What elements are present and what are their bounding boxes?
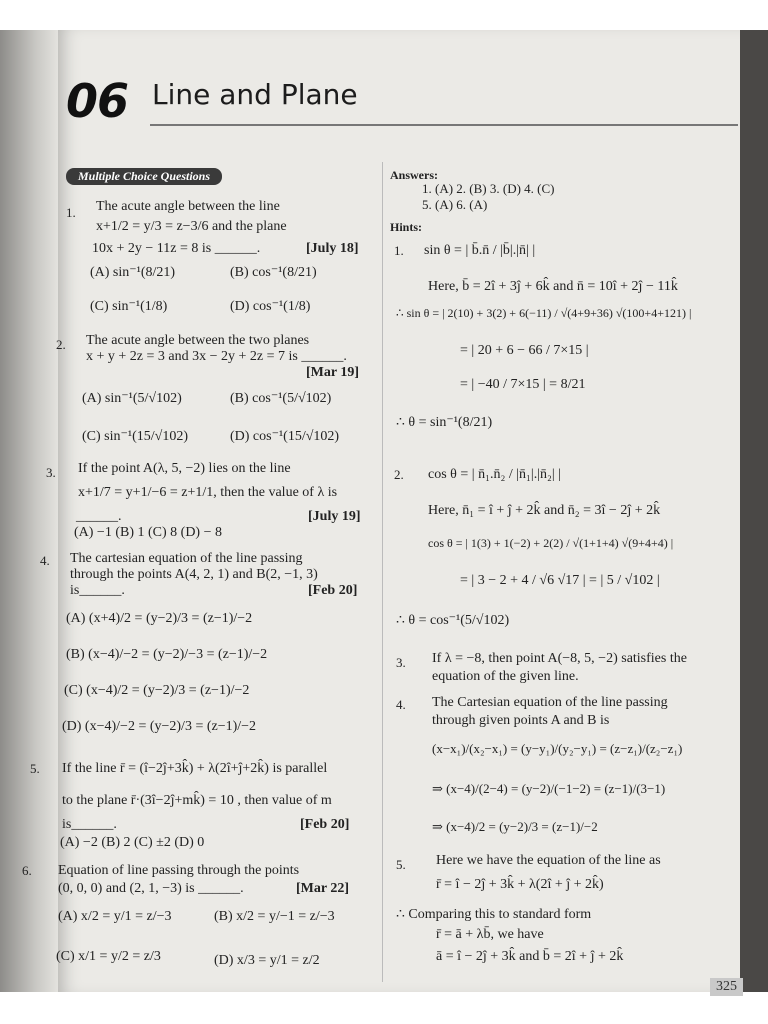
top-margin — [0, 0, 768, 30]
option: (B) cos⁻¹(5/√102) — [230, 391, 332, 406]
question-line: 10x + 2y − 11z = 8 is ______. — [92, 241, 261, 256]
option: (D) (x−4)/−2 = (y−2)/3 = (z−1)/−2 — [62, 719, 257, 734]
option: (C) x/1 = y/2 = z/3 — [56, 949, 161, 964]
hint-line: The Cartesian equation of the line passing — [432, 695, 668, 710]
hint-line: Here, n̄₁ = î + ĵ + 2k̂ and n̄₂ = 3î − 2ĵ + 2k̂ — [428, 503, 661, 518]
chapter-title: Line and Plane — [152, 78, 358, 111]
hint-line: equation of the given line. — [432, 669, 579, 684]
hint-line: = | 20 + 6 − 66 / 7×15 | — [460, 343, 589, 358]
hints-label: Hints: — [390, 220, 423, 234]
option: (D) cos⁻¹(1/8) — [230, 299, 311, 314]
answers-label: Answers: — [390, 168, 438, 182]
exam-tag: [Feb 20] — [308, 583, 358, 598]
hint-line: r̄ = ā + λb̄, we have — [436, 927, 544, 942]
hint-line: ∴ Comparing this to standard form — [396, 907, 592, 922]
chapter-number: 06 — [66, 74, 129, 128]
section-badge: Multiple Choice Questions — [66, 168, 222, 185]
question-number: 1. — [66, 205, 76, 220]
hint-line: sin θ = | b̄.n̄ / |b̄|.|n̄| | — [424, 243, 536, 258]
option: (B) (x−4)/−2 = (y−2)/−3 = (z−1)/−2 — [66, 647, 268, 662]
hint-line: ∴ θ = cos⁻¹(5/√102) — [396, 613, 510, 628]
option: (A) −1 (B) 1 (C) 8 (D) − 8 — [74, 525, 222, 540]
question-line: to the plane r̄·(3î−2ĵ+mk̂) = 10 , then value of m — [62, 793, 332, 808]
question-line: (0, 0, 0) and (2, 1, −3) is ______. — [58, 881, 244, 896]
hint-number: 5. — [396, 857, 406, 872]
question-number: 2. — [56, 337, 66, 352]
hint-line: Here, b̄ = 2î + 3ĵ + 6k̂ and n̄ = 10î + 2ĵ − 11k̂ — [428, 279, 678, 294]
question-number: 5. — [30, 761, 40, 776]
background-edge — [740, 30, 768, 1024]
question-line: The acute angle between the line — [96, 199, 280, 214]
question-line: x + y + 2z = 3 and 3x − 2y + 2z = 7 is ______. — [86, 349, 347, 364]
option: (C) (x−4)/2 = (y−2)/3 = (z−1)/−2 — [64, 683, 250, 698]
exam-tag: [Feb 20] — [300, 817, 350, 832]
option: (B) cos⁻¹(8/21) — [230, 265, 317, 280]
option: (A) sin⁻¹(8/21) — [90, 265, 176, 280]
question-line: ______. — [76, 509, 122, 524]
hint-line: ⇒ (x−4)/2 = (y−2)/3 = (z−1)/−2 — [432, 819, 598, 834]
question-line: If the line r̄ = (î−2ĵ+3k̂) + λ(2î+ĵ+2k̂) is parallel — [62, 761, 328, 776]
hint-line: If λ = −8, then point A(−8, 5, −2) satisfies the — [432, 651, 687, 666]
exam-tag: [July 18] — [306, 241, 359, 256]
exam-tag: [Mar 19] — [306, 365, 359, 380]
hint-line: cos θ = | n̄₁.n̄₂ / |n̄₁|.|n̄₂| | — [428, 467, 561, 482]
question-line: Equation of line passing through the points — [58, 863, 300, 878]
option: (D) cos⁻¹(15/√102) — [230, 429, 340, 444]
question-line: The acute angle between the two planes — [86, 333, 310, 348]
hint-line: through given points A and B is — [432, 713, 610, 728]
question-line: is______. — [70, 583, 125, 598]
hint-line: ∴ sin θ = | 2(10) + 3(2) + 6(−11) / √(4+9+36) √(100+4+121) | — [396, 306, 692, 320]
hint-line: r̄ = î − 2ĵ + 3k̂ + λ(2î + ĵ + 2k̂) — [436, 877, 604, 892]
hint-number: 4. — [396, 697, 406, 712]
bottom-margin — [0, 992, 768, 1024]
option: (C) sin⁻¹(15/√102) — [82, 429, 188, 444]
option: (C) sin⁻¹(1/8) — [90, 299, 168, 314]
question-line: x+1/7 = y+1/−6 = z+1/1, then the value of λ is — [78, 485, 338, 500]
hint-line: (x−x₁)/(x₂−x₁) = (y−y₁)/(y₂−y₁) = (z−z₁)/(z₂−z₁) — [432, 741, 683, 756]
hint-number: 3. — [396, 655, 406, 670]
question-line: The cartesian equation of the line passing — [70, 551, 303, 566]
question-line: If the point A(λ, 5, −2) lies on the line — [78, 461, 291, 476]
question-number: 3. — [46, 465, 56, 480]
hint-line: ā = î − 2ĵ + 3k̂ and b̄ = 2î + ĵ + 2k̂ — [436, 949, 624, 964]
exam-tag: [Mar 22] — [296, 881, 349, 896]
answers-row: 1. (A) 2. (B) 3. (D) 4. (C) — [422, 181, 555, 196]
question-line: x+1/2 = y/3 = z−3/6 and the plane — [96, 219, 287, 234]
title-rule — [150, 124, 738, 126]
hint-line: cos θ = | 1(3) + 1(−2) + 2(2) / √(1+1+4) √(9+4+4) | — [428, 536, 674, 550]
option: (A) sin⁻¹(5/√102) — [82, 391, 182, 406]
option: (B) x/2 = y/−1 = z/−3 — [214, 909, 335, 924]
hint-number: 2. — [394, 467, 404, 482]
exam-tag: [July 19] — [308, 509, 361, 524]
hint-line: = | −40 / 7×15 | = 8/21 — [460, 377, 586, 392]
answers-row: 5. (A) 6. (A) — [422, 197, 488, 212]
question-number: 6. — [22, 863, 32, 878]
option: (A) x/2 = y/1 = z/−3 — [58, 909, 172, 924]
page-number: 325 — [710, 978, 743, 996]
hint-number: 1. — [394, 243, 404, 258]
column-divider — [382, 162, 383, 982]
question-line: through the points A(4, 2, 1) and B(2, −1, 3) — [70, 567, 318, 582]
hint-line: = | 3 − 2 + 4 / √6 √17 | = | 5 / √102 | — [460, 573, 660, 588]
option: (D) x/3 = y/1 = z/2 — [214, 953, 320, 968]
question-line: is______. — [62, 817, 117, 832]
question-number: 4. — [40, 553, 50, 568]
hint-line: ∴ θ = sin⁻¹(8/21) — [396, 415, 493, 430]
option: (A) −2 (B) 2 (C) ±2 (D) 0 — [60, 835, 205, 850]
hint-line: ⇒ (x−4)/(2−4) = (y−2)/(−1−2) = (z−1)/(3−1) — [432, 781, 666, 796]
option: (A) (x+4)/2 = (y−2)/3 = (z−1)/−2 — [66, 611, 253, 626]
hint-line: Here we have the equation of the line as — [436, 853, 661, 868]
